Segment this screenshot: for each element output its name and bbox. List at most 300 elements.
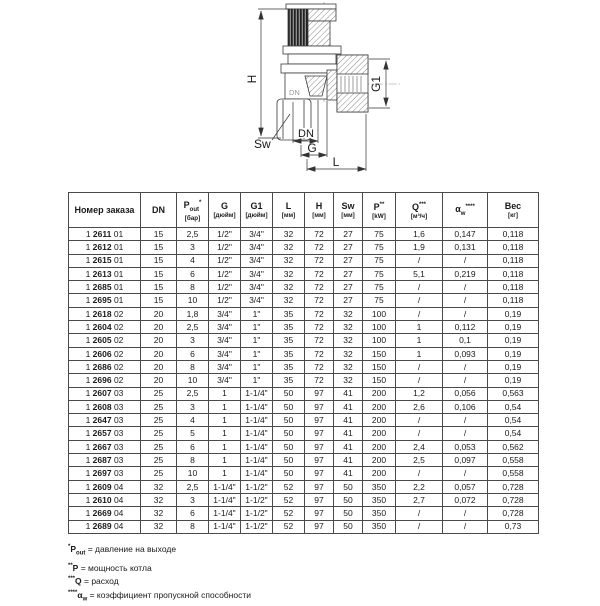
table-cell: 100 (363, 307, 396, 320)
table-cell: 10 (177, 294, 209, 307)
footnote: ***Q = расход (68, 576, 119, 587)
table-cell: 3/4" (209, 321, 241, 334)
table-row (69, 427, 539, 440)
table-header (69, 193, 539, 228)
table-cell: 1-1/4" (241, 440, 273, 453)
table-cell: 0,1 (443, 334, 488, 347)
table-cell: 75 (363, 228, 396, 241)
table-cell: 0,147 (443, 228, 488, 241)
table-cell: 8 (177, 454, 209, 467)
outlet-fitting-wall-bottom (337, 93, 368, 112)
order-number-cell: 1 2610 04 (69, 493, 141, 506)
table-cell: 15 (141, 267, 177, 280)
order-number-cell: 1 2611 01 (69, 228, 141, 241)
table-cell: 2,5 (396, 454, 443, 467)
table-cell: 72 (305, 321, 334, 334)
table-cell: 1 (209, 427, 241, 440)
table-cell: 8 (177, 281, 209, 294)
table-cell: 0,19 (488, 374, 539, 387)
table-cell: 72 (305, 347, 334, 360)
table-cell: 97 (305, 427, 334, 440)
table-cell: 2,7 (396, 493, 443, 506)
table-cell: 2,2 (396, 480, 443, 493)
table-cell: 41 (334, 414, 363, 427)
table-cell: 0,54 (488, 400, 539, 413)
table-cell: 1" (241, 321, 273, 334)
table-cell: 1/2" (209, 254, 241, 267)
table-cell: 25 (141, 400, 177, 413)
table-cell: 41 (334, 400, 363, 413)
table-cell: 1-1/2" (241, 480, 273, 493)
table-cell: 1-1/2" (241, 493, 273, 506)
table-cell: 32 (273, 241, 305, 254)
table-cell: 150 (363, 347, 396, 360)
table-cell: 0,093 (443, 347, 488, 360)
table-cell: 10 (177, 467, 209, 480)
table-cell: 8 (177, 520, 209, 533)
table-cell: 27 (334, 228, 363, 241)
table-cell: / (396, 307, 443, 320)
column-header: DN (141, 193, 177, 228)
table-cell: 100 (363, 334, 396, 347)
table-cell: 1 (396, 347, 443, 360)
table-cell: 52 (273, 493, 305, 506)
table-cell: 0,056 (443, 387, 488, 400)
table-cell: / (443, 360, 488, 373)
table-cell: 41 (334, 467, 363, 480)
table-cell: 150 (363, 374, 396, 387)
table-cell: 97 (305, 387, 334, 400)
table-row (69, 267, 539, 280)
bore-dn-label: DN (289, 88, 300, 97)
table-cell: 25 (141, 467, 177, 480)
table-cell: 52 (273, 480, 305, 493)
cap-section-upper (308, 9, 336, 21)
table-cell: 5,1 (396, 267, 443, 280)
table-cell: 97 (305, 520, 334, 533)
order-number-cell: 1 2696 02 (69, 374, 141, 387)
table-cell: 72 (305, 267, 334, 280)
table-cell: 0,562 (488, 440, 539, 453)
table-cell: 72 (305, 334, 334, 347)
table-cell: 50 (334, 493, 363, 506)
table-cell: 2,6 (396, 400, 443, 413)
table-cell: 50 (273, 414, 305, 427)
order-number-cell: 1 2612 01 (69, 241, 141, 254)
table-cell: 4 (177, 254, 209, 267)
table-cell: 0,053 (443, 440, 488, 453)
table-cell: 0,118 (488, 294, 539, 307)
table-cell: 2,5 (177, 480, 209, 493)
table-cell: 32 (334, 334, 363, 347)
column-header: $P_{out}^*$ [бар] (177, 193, 209, 228)
table-cell: 1,9 (396, 241, 443, 254)
table-cell: 1" (241, 360, 273, 373)
table-cell: 0,097 (443, 454, 488, 467)
order-number-cell: 1 2647 03 (69, 414, 141, 427)
order-number-cell: 1 2687 03 (69, 454, 141, 467)
table-cell: / (396, 254, 443, 267)
table-cell: 1 (209, 440, 241, 453)
table-cell: 1/2" (209, 267, 241, 280)
table-cell: 4 (177, 414, 209, 427)
table-cell: 2,5 (177, 321, 209, 334)
table-cell: 3/4" (209, 334, 241, 347)
table-cell: / (443, 520, 488, 533)
column-header: H [мм] (305, 193, 334, 228)
dim-label-l: L (332, 155, 340, 169)
table-row (69, 254, 539, 267)
table-cell: 6 (177, 347, 209, 360)
table-cell: 72 (305, 281, 334, 294)
table-cell: 0,118 (488, 254, 539, 267)
table-cell: 1 (209, 400, 241, 413)
table-cell: 200 (363, 427, 396, 440)
table-cell: 15 (141, 254, 177, 267)
table-cell: 50 (334, 507, 363, 520)
table-cell: 0,73 (488, 520, 539, 533)
table-cell: 3 (177, 334, 209, 347)
order-number-cell: 1 2689 04 (69, 520, 141, 533)
table-cell: 200 (363, 440, 396, 453)
table-cell: 72 (305, 374, 334, 387)
table-cell: 3 (177, 493, 209, 506)
table-cell: 3 (177, 241, 209, 254)
table-cell: 0,54 (488, 414, 539, 427)
table-cell: 1-1/4" (209, 507, 241, 520)
table-cell: 15 (141, 228, 177, 241)
table-cell: 1 (209, 414, 241, 427)
table-cell: 50 (273, 387, 305, 400)
table-cell: 200 (363, 414, 396, 427)
table-cell: 6 (177, 507, 209, 520)
table-row (69, 493, 539, 506)
table-cell: / (396, 281, 443, 294)
table-cell: 3/4" (241, 267, 273, 280)
table-row (69, 281, 539, 294)
table-cell: 32 (273, 267, 305, 280)
table-cell: / (443, 414, 488, 427)
table-cell: 32 (273, 281, 305, 294)
table-cell: 1" (241, 374, 273, 387)
table-cell: 32 (273, 228, 305, 241)
column-header: Q*** [м³/ч] (396, 193, 443, 228)
table-cell: 1-1/4" (209, 520, 241, 533)
order-number-cell: 1 2667 03 (69, 440, 141, 453)
table-cell: 3/4" (241, 281, 273, 294)
table-cell: 1-1/4" (241, 467, 273, 480)
table-cell: 27 (334, 294, 363, 307)
order-number-cell: 1 2605 02 (69, 334, 141, 347)
table-cell: 0,558 (488, 454, 539, 467)
table-row (69, 387, 539, 400)
dim-label-g: G (307, 141, 317, 155)
table-cell: 350 (363, 520, 396, 533)
spring-housing-flange-upper (283, 46, 341, 54)
table-cell: 3/4" (209, 374, 241, 387)
table-cell: 3/4" (241, 294, 273, 307)
table-cell: 1-1/4" (241, 454, 273, 467)
table-cell: 35 (273, 360, 305, 373)
table-cell: / (443, 427, 488, 440)
table-cell: 97 (305, 440, 334, 453)
table-cell: / (396, 520, 443, 533)
column-header: Sw [мм] (334, 193, 363, 228)
table-cell: 72 (305, 241, 334, 254)
table-row (69, 480, 539, 493)
table-row (69, 520, 539, 533)
table-cell: 15 (141, 241, 177, 254)
table-cell: 75 (363, 267, 396, 280)
table-cell: 72 (305, 360, 334, 373)
table-row (69, 321, 539, 334)
table-cell: 0,118 (488, 281, 539, 294)
order-number-cell: 1 2695 01 (69, 294, 141, 307)
table-cell: 97 (305, 480, 334, 493)
table-cell: 0,728 (488, 480, 539, 493)
table-cell: 3/4" (209, 360, 241, 373)
table-cell: / (396, 360, 443, 373)
table-cell: 25 (141, 414, 177, 427)
order-number-cell: 1 2604 02 (69, 321, 141, 334)
table-cell: 1/2" (209, 281, 241, 294)
table-row (69, 414, 539, 427)
table-cell: 50 (273, 400, 305, 413)
table-cell: 97 (305, 507, 334, 520)
table-row (69, 360, 539, 373)
table-cell: 350 (363, 480, 396, 493)
table-cell: 3/4" (241, 254, 273, 267)
table-cell: 20 (141, 360, 177, 373)
table-cell: 0,072 (443, 493, 488, 506)
table-cell: 35 (273, 374, 305, 387)
order-number-cell: 1 2618 02 (69, 307, 141, 320)
table-row (69, 334, 539, 347)
table-cell: 1,8 (177, 307, 209, 320)
table-cell: 97 (305, 400, 334, 413)
table-cell: 50 (273, 454, 305, 467)
table-cell: 0,131 (443, 241, 488, 254)
table-cell: 20 (141, 347, 177, 360)
table-cell: 1-1/2" (241, 520, 273, 533)
table-cell: 20 (141, 307, 177, 320)
table-cell: 50 (273, 427, 305, 440)
table-cell: 75 (363, 294, 396, 307)
cap-knurled-grip (288, 9, 308, 46)
table-cell: 97 (305, 414, 334, 427)
table-cell: 32 (141, 493, 177, 506)
table-cell: 35 (273, 321, 305, 334)
order-number-cell: 1 2686 02 (69, 360, 141, 373)
table-cell: 0,19 (488, 360, 539, 373)
table-cell: 27 (334, 281, 363, 294)
table-cell: 350 (363, 507, 396, 520)
table-cell: 100 (363, 321, 396, 334)
table-row (69, 400, 539, 413)
table-cell: 0,558 (488, 467, 539, 480)
table-cell: 27 (334, 254, 363, 267)
order-number-cell: 1 2609 04 (69, 480, 141, 493)
table-cell: 32 (273, 254, 305, 267)
table-cell: 350 (363, 493, 396, 506)
table-cell: 1-1/4" (241, 414, 273, 427)
order-number-cell: 1 2608 03 (69, 400, 141, 413)
table-cell: 200 (363, 467, 396, 480)
spring-housing (288, 54, 336, 64)
table-cell: / (443, 507, 488, 520)
table-cell: 1 (209, 387, 241, 400)
table-cell: 3/4" (241, 228, 273, 241)
table-cell: / (396, 294, 443, 307)
table-cell: 200 (363, 387, 396, 400)
table-row (69, 228, 539, 241)
dim-label-sw: Sw (254, 137, 271, 151)
table-cell: 32 (141, 507, 177, 520)
table-cell: / (443, 254, 488, 267)
table-cell: / (396, 374, 443, 387)
table-cell: 97 (305, 454, 334, 467)
table-cell: 6 (177, 267, 209, 280)
table-cell: 1" (241, 307, 273, 320)
table-cell: 1,6 (396, 228, 443, 241)
outlet-fitting-wall-top (337, 55, 368, 74)
table-cell: 8 (177, 360, 209, 373)
table-cell: 27 (334, 267, 363, 280)
table-cell: 0,728 (488, 507, 539, 520)
table-cell: / (443, 294, 488, 307)
table-cell: 1" (241, 334, 273, 347)
column-header: G [дюйм] (209, 193, 241, 228)
table-cell: 15 (141, 281, 177, 294)
column-header: $\alpha_w^{****}$ (443, 193, 488, 228)
cap-section-lower (308, 21, 330, 46)
table-cell: 52 (273, 507, 305, 520)
table-cell: 32 (334, 321, 363, 334)
table-cell: 2,4 (396, 440, 443, 453)
table-cell: 35 (273, 347, 305, 360)
table-cell: 200 (363, 454, 396, 467)
table-cell: 1-1/4" (209, 480, 241, 493)
dim-label-dn: DN (298, 128, 314, 140)
table-cell: 0,118 (488, 267, 539, 280)
order-number-cell: 1 2613 01 (69, 267, 141, 280)
table-cell: 25 (141, 387, 177, 400)
table-body (69, 228, 539, 534)
table-row (69, 294, 539, 307)
table-cell: / (443, 307, 488, 320)
table-cell: 0,112 (443, 321, 488, 334)
table-cell: 10 (177, 374, 209, 387)
order-number-cell: 1 2657 03 (69, 427, 141, 440)
table-cell: 0,057 (443, 480, 488, 493)
table-cell: 32 (334, 307, 363, 320)
table-cell: 50 (273, 467, 305, 480)
table-cell: 25 (141, 440, 177, 453)
table-cell: / (443, 467, 488, 480)
table-cell: 1/2" (209, 241, 241, 254)
table-cell: 1-1/4" (241, 427, 273, 440)
table-cell: 50 (273, 440, 305, 453)
table-cell: 0,19 (488, 307, 539, 320)
table-cell: 3/4" (209, 307, 241, 320)
footnotes (68, 541, 251, 606)
table-cell: 41 (334, 440, 363, 453)
table-cell: 3 (177, 400, 209, 413)
table-cell: 72 (305, 254, 334, 267)
table-cell: 1,2 (396, 387, 443, 400)
table-cell: 75 (363, 254, 396, 267)
table-cell: / (396, 467, 443, 480)
column-header: P** [kW] (363, 193, 396, 228)
table-cell: 52 (273, 520, 305, 533)
table-row (69, 467, 539, 480)
order-number-cell: 1 2615 01 (69, 254, 141, 267)
order-number-cell: 1 2669 04 (69, 507, 141, 520)
table-cell: 3/4" (209, 347, 241, 360)
table-cell: 200 (363, 400, 396, 413)
table-cell: 0,19 (488, 334, 539, 347)
table-cell: 0,19 (488, 347, 539, 360)
table-cell: 1-1/4" (241, 400, 273, 413)
table-cell: 0,219 (443, 267, 488, 280)
table-cell: 1-1/4" (241, 387, 273, 400)
specification-table (68, 192, 539, 534)
footnote: **P = мощность котла (68, 562, 152, 573)
column-header: Номер заказа (69, 193, 141, 228)
table-cell: 41 (334, 387, 363, 400)
table-cell: 1/2" (209, 228, 241, 241)
table-row (69, 440, 539, 453)
table-cell: 1" (241, 347, 273, 360)
table-cell: 32 (273, 294, 305, 307)
footnote: $^{****}\alpha_w$ = коэффициент пропускной способности (68, 590, 251, 603)
table-cell: 25 (141, 454, 177, 467)
table-cell: 20 (141, 334, 177, 347)
table-cell: / (396, 507, 443, 520)
table-cell: 20 (141, 321, 177, 334)
table-cell: 0,54 (488, 427, 539, 440)
table-row (69, 507, 539, 520)
table-cell: 0,563 (488, 387, 539, 400)
dim-label-h: H (245, 74, 259, 84)
table-cell: / (443, 281, 488, 294)
order-number-cell: 1 2697 03 (69, 467, 141, 480)
table-cell: 1 (396, 321, 443, 334)
column-header: L [мм] (273, 193, 305, 228)
table-cell: 0,106 (443, 400, 488, 413)
table-cell: 25 (141, 427, 177, 440)
table-row (69, 241, 539, 254)
table-cell: 3/4" (241, 241, 273, 254)
table-cell: 50 (334, 520, 363, 533)
cap-top (286, 4, 336, 9)
table-cell: 1-1/2" (241, 507, 273, 520)
table-cell: 72 (305, 307, 334, 320)
table-cell: 1/2" (209, 294, 241, 307)
table-cell: 150 (363, 360, 396, 373)
table-header-row (69, 193, 539, 228)
dim-label-g1: G1 (369, 75, 383, 93)
table-cell: 72 (305, 294, 334, 307)
order-number-cell: 1 2607 03 (69, 387, 141, 400)
footnote: $^*P_{out}$ = давление на выходе (68, 543, 177, 557)
column-header: G1 [дюйм] (241, 193, 273, 228)
table-cell: 0,118 (488, 241, 539, 254)
order-number-cell: 1 2606 02 (69, 347, 141, 360)
table-cell: 2,5 (177, 228, 209, 241)
table-cell: 0,728 (488, 493, 539, 506)
table-cell: 27 (334, 241, 363, 254)
